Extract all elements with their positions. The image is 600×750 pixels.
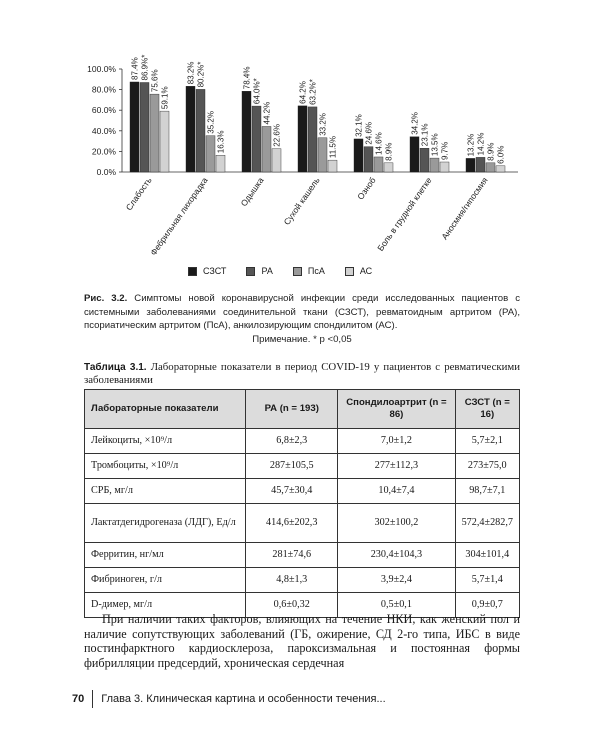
bar (430, 158, 439, 172)
x-category-label: Аносмия/гипосмия (439, 175, 490, 242)
bar-value-label: 16.3% (216, 130, 226, 154)
bar-value-label: 6.0% (496, 145, 506, 164)
table-row (85, 479, 520, 504)
bar (308, 107, 317, 172)
row-label: Лейкоциты, ×10⁹/л (85, 429, 246, 454)
body-paragraph: При наличии таких факторов, влияющих на течение НКИ, как женский пол и наличие сопутствующих заболеваний (ГБ, ожирение, СД 2-го типа, ИБС в виде постинфарктного кардиосклероза, пароксизмальная и постоянная формы фибрилляции предсердий, хроническая сердечная (84, 612, 520, 670)
cell-value: 572,4±282,7 (455, 504, 519, 543)
bar-value-label: 9.7% (440, 141, 450, 161)
legend-swatch-szst (188, 267, 197, 276)
x-category-label: Озноб (355, 175, 378, 202)
figure-caption-note: Примечание. * p <0,05 (252, 333, 352, 345)
cell-value: 230,4±104,3 (338, 543, 455, 568)
bar-value-label: 34.2% (410, 112, 420, 135)
bar (140, 82, 149, 172)
header-spondyloarthritis: Спондилоартрит (n = 86) (338, 390, 455, 429)
table-row (85, 543, 520, 568)
table-row (85, 504, 520, 543)
bar-value-label: 24.6% (364, 121, 374, 145)
bar-value-label: 11.5% (328, 136, 338, 159)
header-szst: СЗСТ (n = 16) (455, 390, 519, 429)
bar (160, 111, 169, 172)
bar-value-label: 14.6% (374, 132, 384, 155)
bar (486, 163, 495, 172)
legend-label-as: АС (359, 266, 373, 276)
table-row (85, 454, 520, 479)
figure-caption-label: Рис. 3.2. (84, 293, 128, 304)
row-label: Лактатдегидрогеназа (ЛДГ), Ед/л (85, 504, 246, 543)
bar-value-label: 14.2% (476, 132, 486, 156)
bar-value-label: 64.0%* (252, 78, 262, 105)
x-category-label: Слабость (123, 175, 154, 213)
table-title-text: Лабораторные показатели в период COVID-19 у пациентов с ревматическими заболеваниями (84, 361, 521, 386)
bar-value-label: 13.2% (466, 133, 476, 157)
legend-swatch-psa (293, 267, 302, 276)
bar (186, 86, 195, 172)
cell-value: 277±112,3 (338, 454, 455, 479)
bar-value-label: 63.2%* (308, 79, 318, 105)
body-text (84, 612, 520, 670)
y-tick-label: 60.0% (91, 105, 116, 116)
bar-value-label: 35.2% (206, 111, 216, 134)
bar-value-label: 87.4% (130, 57, 140, 80)
row-label: Тромбоциты, ×10⁹/л (85, 454, 246, 479)
bar-value-label: 64.2% (298, 81, 308, 104)
table-header-row (85, 390, 520, 429)
bar-value-label: 59.1% (160, 86, 170, 110)
bar (252, 106, 261, 172)
bar (354, 139, 363, 172)
legend-item-psa (293, 266, 325, 276)
bar-value-label: 80.2%* (196, 61, 206, 88)
cell-value: 287±105,5 (246, 454, 338, 479)
legend-label-psa: ПсА (307, 266, 325, 276)
bar (318, 138, 327, 172)
bar (476, 157, 485, 172)
table-row (85, 568, 520, 593)
legend-item-szst (188, 266, 226, 276)
bar-value-label: 86.9%* (140, 54, 150, 81)
bar-value-label: 33.2% (318, 113, 328, 136)
bar (420, 148, 429, 172)
bar (206, 136, 215, 172)
symptoms-bar-chart (0, 0, 600, 265)
legend-item-as (345, 266, 372, 276)
bar (262, 126, 271, 172)
cell-value: 45,7±30,4 (246, 479, 338, 504)
y-tick-label: 20.0% (91, 146, 116, 157)
footer-divider (92, 690, 93, 708)
bar (130, 82, 139, 172)
y-tick-label: 0.0% (96, 167, 116, 177)
header-ra: РА (n = 193) (246, 390, 338, 429)
bar-value-label: 75.6% (150, 69, 160, 93)
row-label: СРБ, мг/л (85, 479, 246, 504)
bar (384, 163, 393, 172)
bar-value-label: 13.5% (430, 133, 440, 157)
lab-results-table (84, 389, 520, 618)
table-row (85, 429, 520, 454)
bar (364, 147, 373, 172)
bar-value-label: 23.1% (420, 123, 430, 147)
bar-value-label: 8.9% (486, 142, 496, 161)
bar-value-label: 78.4% (242, 66, 252, 90)
bar (410, 137, 419, 172)
legend-label-ra: РА (261, 266, 273, 276)
cell-value: 304±101,4 (455, 543, 519, 568)
bar (374, 157, 383, 172)
cell-value: 0,6±0,32 (246, 593, 338, 618)
bar (496, 166, 505, 172)
cell-value: 0,5±0,1 (338, 593, 455, 618)
bar-value-label: 8.9% (384, 142, 394, 161)
cell-value: 5,7±2,1 (455, 429, 519, 454)
bar (298, 106, 307, 172)
header-indicator: Лабораторные показатели (85, 390, 246, 429)
y-tick-label: 80.0% (91, 84, 116, 95)
figure-caption (84, 292, 520, 346)
y-tick-label: 40.0% (91, 125, 116, 136)
row-label: Ферритин, нг/мл (85, 543, 246, 568)
x-category-label: Фебрильная лихорадка (148, 175, 210, 258)
figure-caption-text: Симптомы новой коронавирусной инфекции среди исследованных пациентов с системными заболеваниями соединительной ткани (СЗСТ), ревматоидным артритом (РА), псориатическим артритом (ПсА), анкилозирующим спондилитом (АС). (84, 293, 520, 332)
legend-item-ra (246, 266, 272, 276)
legend-swatch-ra (246, 267, 255, 276)
y-tick-label: 100.0% (87, 64, 116, 74)
cell-value: 273±75,0 (455, 454, 519, 479)
row-label: Фибриноген, г/л (85, 568, 246, 593)
cell-value: 281±74,6 (246, 543, 338, 568)
chart-legend (188, 266, 372, 276)
bar-value-label: 83.2% (186, 61, 196, 85)
bar (272, 149, 281, 172)
legend-swatch-as (345, 267, 354, 276)
cell-value: 302±100,2 (338, 504, 455, 543)
bar (216, 155, 225, 172)
bar (150, 94, 159, 172)
cell-value: 414,6±202,3 (246, 504, 338, 543)
bar-value-label: 44.2% (262, 101, 272, 125)
bar (242, 91, 251, 172)
row-label: D-димер, мг/л (85, 593, 246, 618)
legend-label-szst: СЗСТ (203, 266, 227, 276)
x-category-label: Одышка (238, 175, 266, 209)
cell-value: 10,4±7,4 (338, 479, 455, 504)
x-category-label: Боль в грудной клетке (375, 175, 434, 253)
cell-value: 98,7±7,1 (455, 479, 519, 504)
page-number: 70 (72, 693, 85, 705)
bar (328, 160, 337, 172)
cell-value: 3,9±2,4 (338, 568, 455, 593)
table-label: Таблица 3.1. (84, 362, 147, 373)
cell-value: 0,9±0,7 (455, 593, 519, 618)
cell-value: 4,8±1,3 (246, 568, 338, 593)
cell-value: 6,8±2,3 (246, 429, 338, 454)
page-footer (72, 690, 386, 708)
running-title: Глава 3. Клиническая картина и особенности течения... (101, 693, 386, 705)
x-category-label: Сухой кашель (281, 175, 322, 227)
cell-value: 7,0±1,2 (338, 429, 455, 454)
table-title (84, 361, 520, 387)
bar (466, 158, 475, 172)
bar-value-label: 22.6% (272, 124, 282, 147)
bar (196, 89, 205, 172)
bar (440, 162, 449, 172)
bar-value-label: 32.1% (354, 114, 364, 137)
cell-value: 5,7±1,4 (455, 568, 519, 593)
